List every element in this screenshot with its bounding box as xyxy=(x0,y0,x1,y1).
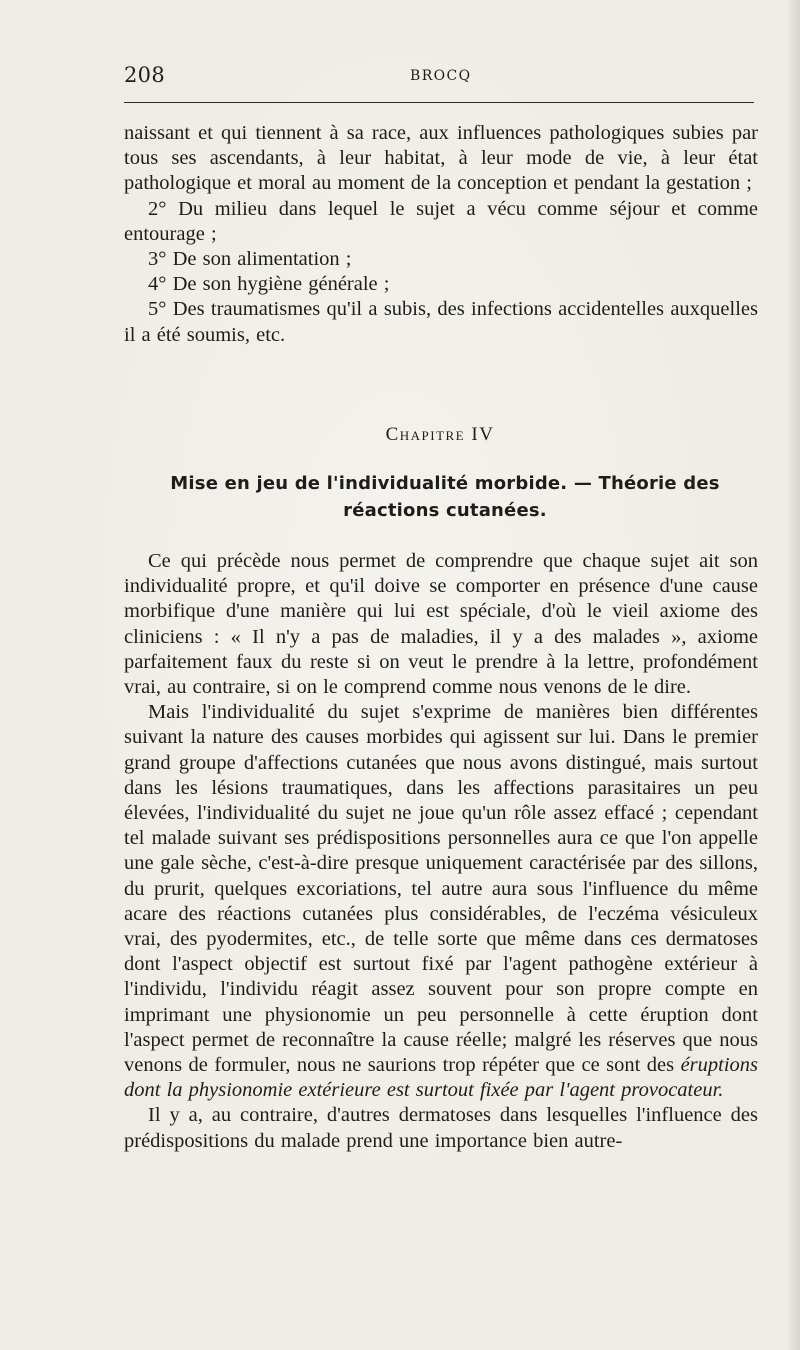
header-rule xyxy=(124,102,754,103)
page-header xyxy=(124,62,754,92)
chapter-title-line-2: réactions cutanées. xyxy=(343,500,547,521)
paragraph-continuation: naissant et qui tiennent à sa race, aux influences pathologiques subies par tous ses ascendants, à leur habitat, à leur mode de vie, à leur état pathologique et moral au moment de la conception et pendant la gestation ; xyxy=(124,122,758,195)
page-number: 208 xyxy=(124,63,165,87)
paragraph-3: Il y a, au contraire, d'autres dermatoses dans lesquelles l'influence des prédispositions du malade prend une importance bien autre- xyxy=(124,1104,758,1152)
paragraph-2-italic: éruptions dont la physionomie extérieure est surtout fixée par l'agent provocateur. xyxy=(124,1054,759,1102)
chapter-number: IV xyxy=(471,424,495,445)
chapter-title xyxy=(140,470,750,524)
paragraph-2-text: Mais l'individualité du sujet s'exprime de manières bien différentes suivant la nature des causes morbides qui agissent sur lui. Dans le premier grand groupe d'affections cutanées que nous avons distingué, mais surtout dans les lésions traumatiques, dans les affections parasitaires un peu élevées, l'individualité du sujet ne joue qu'un rôle assez effacé ; cependant tel malade suivant ses prédispositions personnelles aura ce que l'on appelle une gale sèche, c'est-à-dire presque uniquement caractérisée par des sillons, du prurit, quelques excoriations, tel autre aura sous l'influence du même acare des réactions cutanées plus considérables, de l'eczéma vésiculeux vrai, des pyodermites, etc., de telle sorte que même dans ces dermatoses dont l'aspect objectif est surtout fixé par l'agent pathogène extérieur à l'individu, l'individu réagit assez souvent pour son propre compte en imprimant une physionomie un peu personnelle à cette éruption dont l'aspect permet de reconnaître la cause réelle; malgré les réserves que nous venons de formuler, nous ne saurions trop répéter que ce sont des xyxy=(124,701,758,1077)
paragraph-2 xyxy=(124,700,758,1103)
list-item-2: 2° Du milieu dans lequel le sujet a vécu comme séjour et comme entourage ; xyxy=(124,197,758,245)
running-head: BROCQ xyxy=(410,68,472,84)
chapter-title-line-1: Mise en jeu de l'individualité morbide. — Théorie des xyxy=(170,473,720,494)
list-item-4: 4° De son hygiène générale ; xyxy=(148,273,390,296)
chapter-label: Chapitre xyxy=(385,424,466,445)
paragraph-1: Ce qui précède nous permet de comprendre que chaque sujet ait son individualité propre, et qu'il doive se comporter en présence d'une cause morbifique d'une manière qui lui est spéciale, d'où le vieil axiome des cliniciens : « Il n'y a pas de maladies, il y a des malades », axiome parfaitement faux du reste si on veut le prendre à la lettre, profondément vrai, au contraire, si on le comprend comme nous venons de le dire. xyxy=(124,550,758,699)
text-block-top xyxy=(124,121,758,348)
text-block-body xyxy=(124,549,758,1154)
list-item-5: 5° Des traumatismes qu'il a subis, des infections accidentelles auxquelles il a été soumis, etc. xyxy=(124,298,758,346)
chapter-heading xyxy=(0,424,800,446)
list-item-3: 3° De son alimentation ; xyxy=(148,248,352,271)
page-edge-shadow xyxy=(786,0,800,1350)
